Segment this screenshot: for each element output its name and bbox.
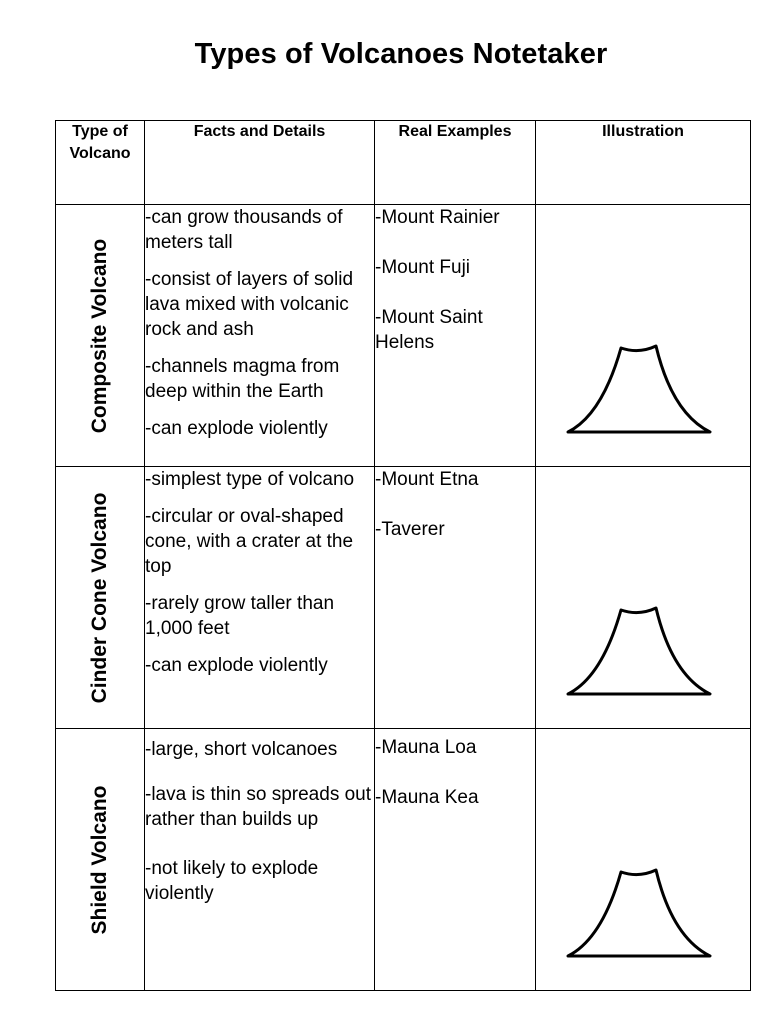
volcano-type-cell (56, 205, 145, 467)
fact-item: -lava is thin so spreads out rather than builds up (145, 784, 372, 830)
volcano-type-cell (56, 729, 145, 991)
example-item: -Mount Rainier (375, 207, 500, 228)
header-type-of-volcano (56, 121, 145, 205)
example-item: -Mauna Loa (375, 737, 477, 758)
volcano-type-label: Cinder Cone Volcano (88, 492, 111, 703)
facts-cell (145, 729, 375, 991)
fact-item: -can explode violently (145, 655, 328, 676)
illustration-cell (536, 729, 751, 991)
facts-cell (145, 467, 375, 729)
table-row-cinder-cone (56, 467, 751, 729)
volcano-outline-icon (564, 343, 714, 438)
example-item: -Taverer (375, 519, 445, 540)
notetaker-table (55, 120, 751, 991)
example-item: -Mauna Kea (375, 787, 479, 808)
table-row-composite (56, 205, 751, 467)
fact-item: -not likely to explode violently (145, 858, 319, 904)
fact-item: -can explode violently (145, 418, 328, 439)
example-item: -Mount Saint Helens (375, 307, 483, 353)
fact-item: -rarely grow taller than 1,000 feet (145, 593, 335, 639)
examples-cell (375, 467, 536, 729)
fact-item: -large, short volcanoes (145, 739, 338, 760)
header-type-line1: Type of (72, 123, 128, 140)
fact-item: -simplest type of volcano (145, 469, 355, 490)
example-item: -Mount Etna (375, 469, 479, 490)
volcano-type-cell (56, 467, 145, 729)
header-facts-and-details: Facts and Details (145, 121, 375, 205)
fact-item: -channels magma from deep within the Earth (145, 356, 340, 402)
facts-cell (145, 205, 375, 467)
header-type-line2: Volcano (69, 145, 131, 162)
fact-item: -can grow thousands of meters tall (145, 207, 343, 253)
examples-cell (375, 205, 536, 467)
page-title: Types of Volcanoes Notetaker (194, 38, 608, 70)
header-illustration: Illustration (536, 121, 751, 205)
volcano-outline-icon (564, 605, 714, 700)
volcano-type-label: Composite Volcano (88, 238, 111, 433)
volcano-outline-icon (564, 867, 714, 962)
illustration-cell (536, 205, 751, 467)
fact-item: -circular or oval-shaped cone, with a crater at the top (145, 506, 354, 577)
example-item: -Mount Fuji (375, 257, 471, 278)
illustration-cell (536, 467, 751, 729)
volcano-type-label: Shield Volcano (88, 785, 111, 934)
header-real-examples: Real Examples (375, 121, 536, 205)
examples-cell (375, 729, 536, 991)
header-row (56, 121, 751, 205)
fact-item: -consist of layers of solid lava mixed with volcanic rock and ash (145, 269, 354, 340)
table-row-shield (56, 729, 751, 991)
